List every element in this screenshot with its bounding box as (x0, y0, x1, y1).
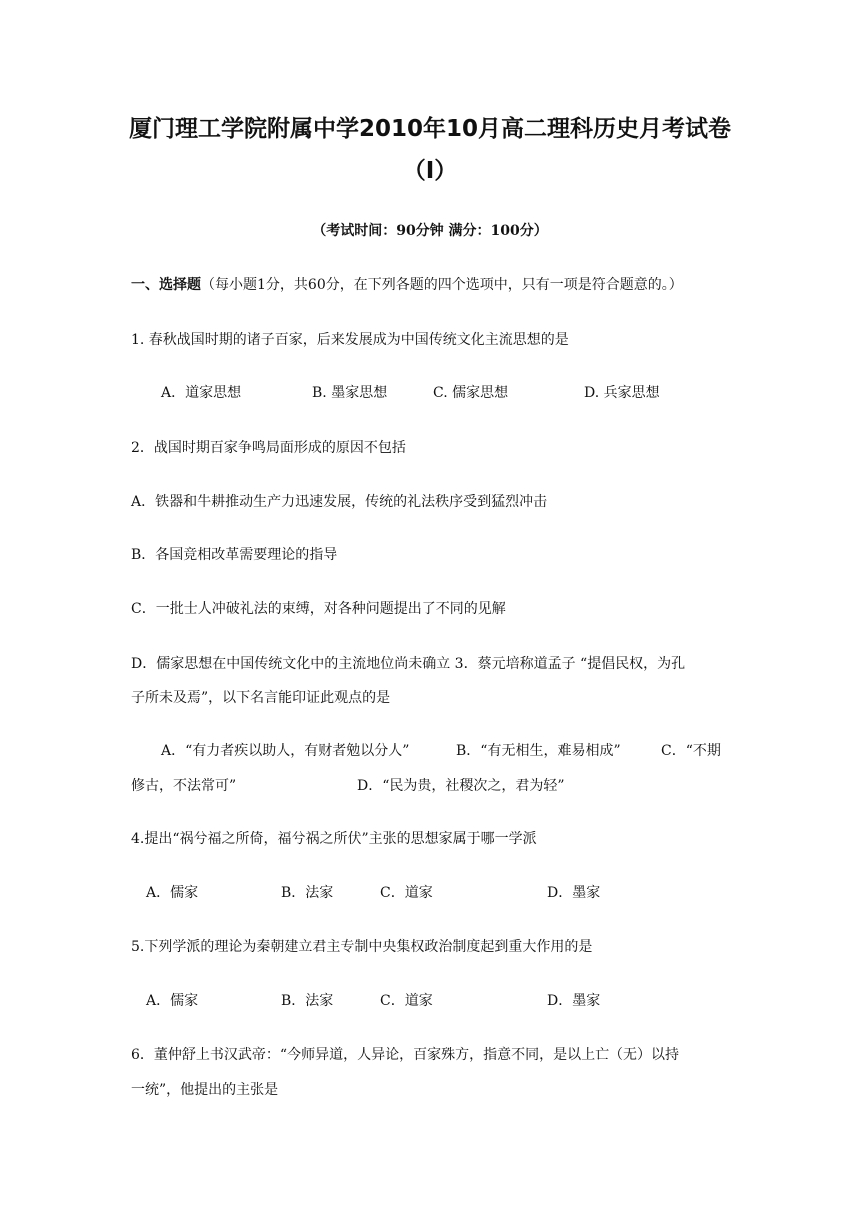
question-3-option-b: B．“有无相生，难易相成” (456, 743, 621, 759)
question-4-option-a: A．儒家 (146, 885, 199, 901)
question-1-option-c: C. 儒家思想 (433, 385, 509, 401)
question-5-option-d: D．墨家 (547, 993, 601, 1009)
question-5-option-c: C．道家 (380, 993, 433, 1009)
exam-title-part: （Ⅰ） (402, 158, 458, 184)
question-2-option-c: C．一批士人冲破礼法的束缚，对各种问题提出了不同的见解 (131, 601, 506, 617)
question-6-stem-continued: 一统”，他提出的主张是 (131, 1082, 279, 1098)
question-5-option-b: B．法家 (281, 993, 334, 1009)
question-3-option-d: D．“民为贵，社稷次之，君为轻” (357, 778, 565, 794)
question-3-option-c: C．“不期 (661, 743, 721, 759)
question-1-option-d: D. 兵家思想 (584, 385, 660, 401)
question-3-option-a: A．“有力者疾以助人，有财者勉以分人” (161, 743, 410, 759)
question-2-option-d: D．儒家思想在中国传统文化中的主流地位尚未确立 3．蔡元培称道孟子 “提倡民权，为孔 (131, 656, 686, 672)
question-4-option-b: B．法家 (281, 885, 334, 901)
question-6-stem: 6．董仲舒上书汉武帝：“今师异道，人异论，百家殊方，指意不同，是以上亡（无）以持 (131, 1047, 680, 1063)
question-2-stem: 2．战国时期百家争鸣局面形成的原因不包括 (131, 440, 406, 456)
question-4-option-d: D．墨家 (547, 885, 601, 901)
exam-info: （考试时间：90分钟 满分：100分） (312, 223, 548, 239)
question-4-stem: 4.提出“祸兮福之所倚，福兮祸之所伏”主张的思想家属于哪一学派 (131, 831, 537, 847)
question-5-option-a: A．儒家 (146, 993, 199, 1009)
question-1-option-a: A．道家思想 (161, 385, 242, 401)
section-heading: 一、选择题 (131, 277, 201, 293)
question-1-stem: 1. 春秋战国时期的诸子百家，后来发展成为中国传统文化主流思想的是 (131, 332, 569, 348)
section-instructions: （每小题1分，共60分，在下列各题的四个选项中，只有一项是符合题意的。） (201, 277, 683, 293)
question-3-stem: 子所未及焉”，以下名言能印证此观点的是 (131, 690, 391, 706)
question-3-option-c-continued: 修古，不法常可” (131, 778, 237, 794)
section-header (131, 275, 683, 295)
question-1-option-b: B. 墨家思想 (312, 385, 388, 401)
question-2-option-a: A．铁器和牛耕推动生产力迅速发展，传统的礼法秩序受到猛烈冲击 (131, 494, 548, 510)
question-2-option-b: B．各国竞相改革需要理论的指导 (131, 547, 338, 563)
question-5-stem: 5.下列学派的理论为秦朝建立君主专制中央集权政治制度起到重大作用的是 (131, 939, 593, 955)
question-4-option-c: C．道家 (380, 885, 433, 901)
exam-title: 厦门理工学院附属中学2010年10月高二理科历史月考试卷 (128, 116, 732, 142)
